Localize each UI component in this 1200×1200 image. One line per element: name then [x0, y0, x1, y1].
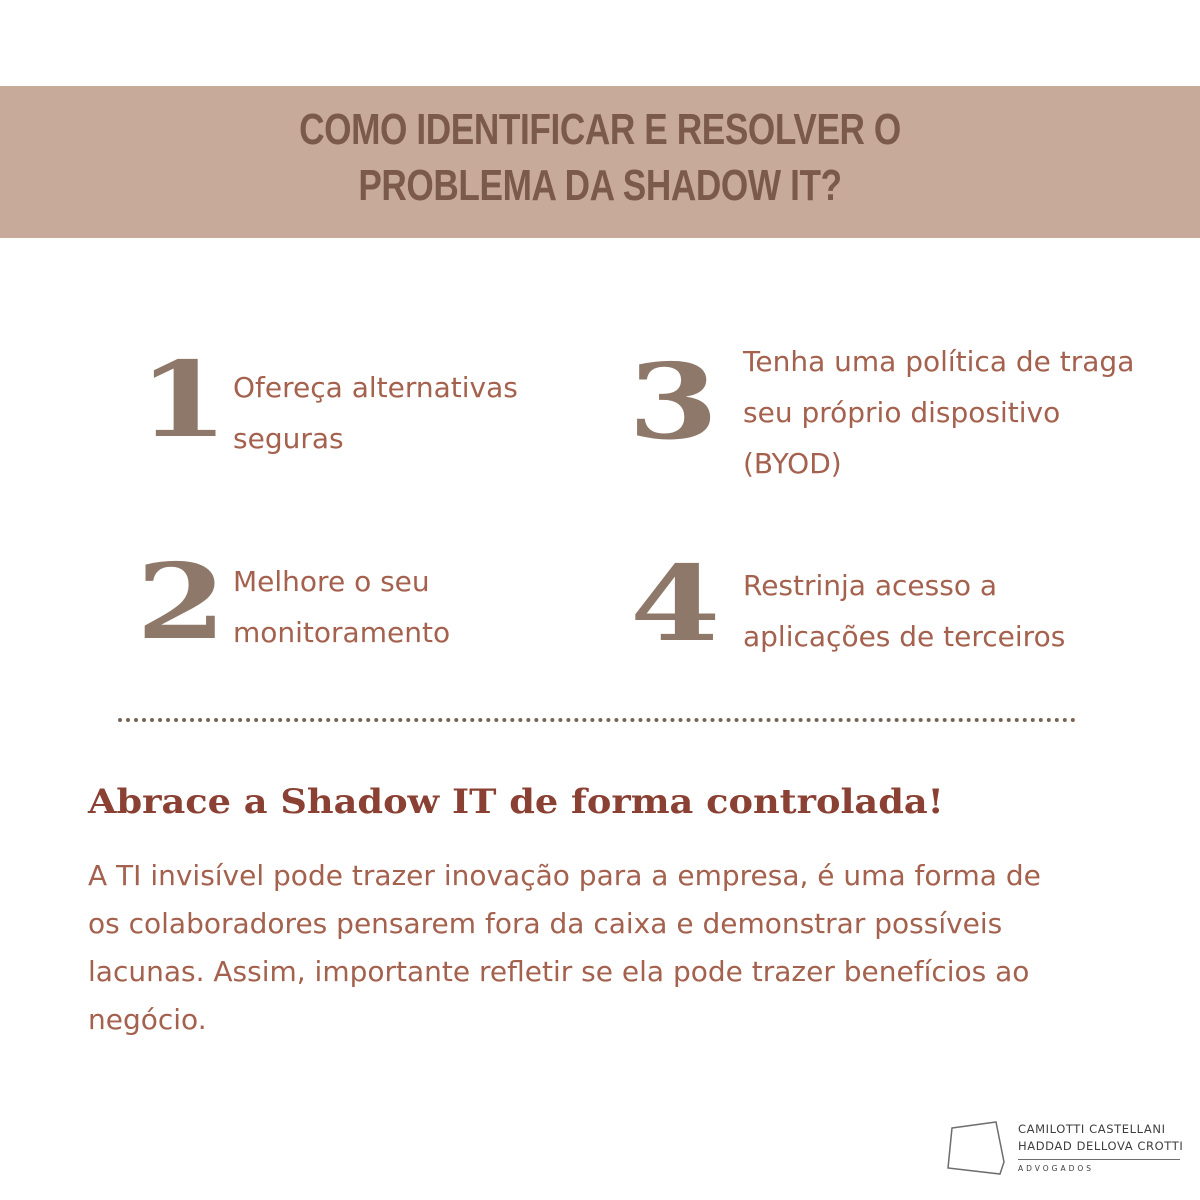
page-title-line-1: COMO IDENTIFICAR E RESOLVER O	[299, 105, 901, 154]
step-3-text	[743, 336, 1134, 489]
cta-body	[88, 852, 1041, 1044]
step-3-line-2: seu próprio dispositivo	[743, 396, 1061, 429]
step-3-number: 3	[628, 340, 719, 463]
step-4-line-1: Restrinja acesso a	[743, 569, 998, 602]
step-4-text	[743, 560, 1065, 662]
page-title	[120, 102, 1080, 214]
logo-line-2: HADDAD DELLOVA CROTTI	[1018, 1139, 1184, 1153]
step-2-line-2: monitoramento	[233, 616, 451, 649]
step-3-line-1: Tenha uma política de traga	[743, 345, 1135, 378]
cta-body-line-4: negócio.	[88, 1003, 207, 1036]
logo-mark-icon	[944, 1118, 1010, 1178]
step-2-text	[233, 556, 450, 658]
logo-line-1: CAMILOTTI CASTELLANI	[1018, 1122, 1166, 1136]
step-4-line-2: aplicações de terceiros	[743, 620, 1066, 653]
step-2-number: 2	[136, 540, 227, 663]
dotted-divider	[118, 718, 1076, 722]
logo-subtitle: ADVOGADOS	[1018, 1164, 1095, 1173]
step-1-text	[233, 362, 518, 464]
step-3-line-3: (BYOD)	[743, 447, 842, 480]
cta-body-line-1: A TI invisível pode trazer inovação para a empresa, é uma forma de	[88, 859, 1041, 892]
cta-heading: Abrace a Shadow IT de forma controlada!	[88, 782, 944, 822]
step-1-line-2: seguras	[233, 422, 344, 455]
step-2-line-1: Melhore o seu	[233, 565, 430, 598]
cta-body-line-2: os colaboradores pensarem fora da caixa e demonstrar possíveis	[88, 907, 1003, 940]
step-1-line-1: Ofereça alternativas	[233, 371, 518, 404]
page-title-line-2: PROBLEMA DA SHADOW IT?	[358, 161, 842, 210]
cta-body-line-3: lacunas. Assim, importante refletir se ela pode trazer benefícios ao	[88, 955, 1030, 988]
step-1-number: 1	[138, 338, 229, 461]
step-4-number: 4	[630, 542, 721, 665]
logo-rule	[1018, 1159, 1180, 1160]
firm-logo	[944, 1118, 1184, 1182]
